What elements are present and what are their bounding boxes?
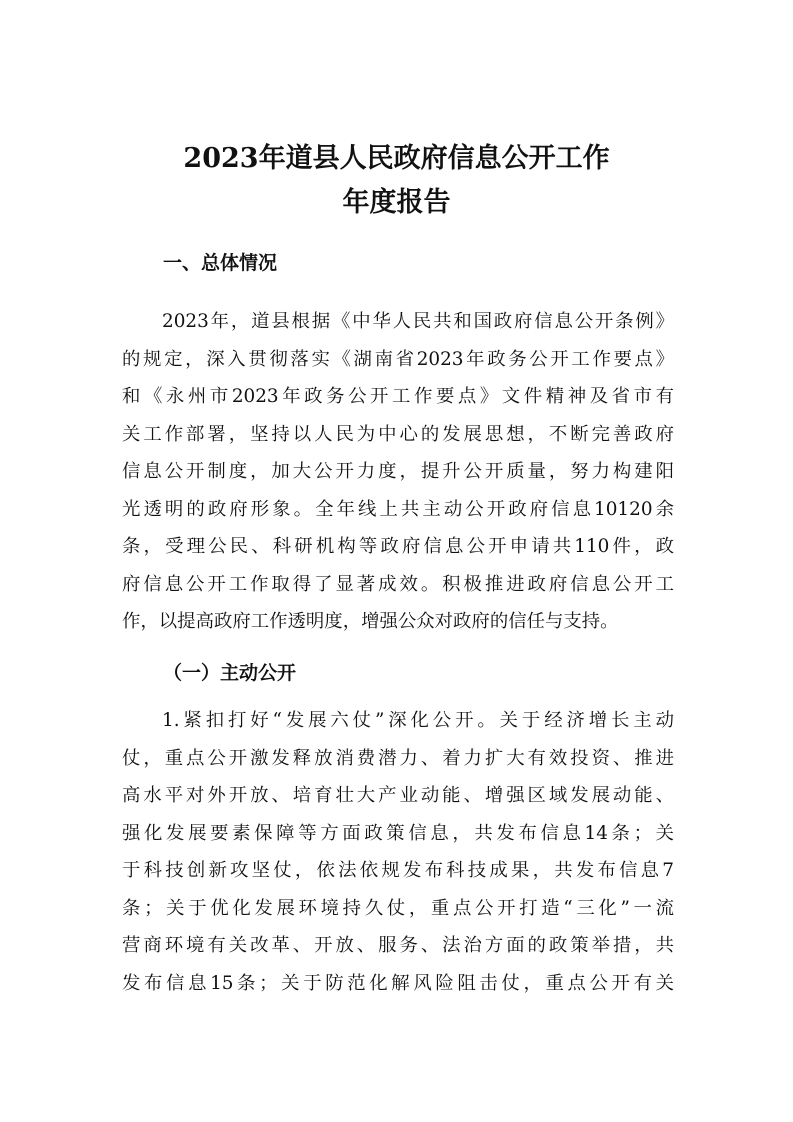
paragraph-line: 于科技创新攻坚仗，依法依规发布科技成果，共发布信息7 [122, 860, 674, 881]
paragraph-line: 信息公开制度，加大公开力度，提升公开质量，努力构建阳 [122, 461, 674, 482]
paragraph-line: 光透明的政府形象。全年线上共主动公开政府信息10120余 [122, 498, 674, 520]
paragraph-line: 营商环境有关改革、开放、服务、法治方面的政策举措，共 [122, 935, 674, 956]
paragraph-line: 作，以提高政府工作透明度，增强公众对政府的信任与支持。 [122, 611, 619, 632]
paragraph-line: 关工作部署，坚持以人民为中心的发展思想，不断完善政府 [122, 423, 674, 445]
section-heading-overview: 一、总体情况 [163, 252, 278, 274]
paragraph-line: 高水平对外开放、培育壮大产业动能、增强区域发展动能、 [122, 785, 674, 806]
subsection-heading-active-disclosure: （一）主动公开 [163, 662, 297, 684]
paragraph-line: 府信息公开工作取得了显著成效。积极推进政府信息公开工 [122, 573, 674, 595]
paragraph-line: 强化发展要素保障等方面政策信息，共发布信息14条；关 [122, 822, 674, 844]
overview-paragraph [122, 303, 674, 641]
paragraph-line: 仗，重点公开激发释放消费潜力、着力扩大有效投资、推进 [122, 747, 674, 769]
paragraph-line: 2023年，道县根据《中华人民共和国政府信息公开条例》 [162, 311, 674, 332]
paragraph-line: 1.紧扣打好“发展六仗”深化公开。关于经济增长主动 [162, 710, 674, 731]
paragraph-line: 的规定，深入贯彻落实《湖南省2023年政务公开工作要点》 [122, 348, 674, 370]
paragraph-line: 条，受理公民、科研机构等政府信息公开申请共110件，政 [122, 536, 674, 557]
paragraph-line: 发布信息15条；关于防范化解风险阻击仗，重点公开有关 [122, 972, 674, 994]
document-title-line-2: 年度报告 [342, 187, 451, 218]
paragraph-line: 条；关于优化发展环境持久仗，重点公开打造“三化”一流 [122, 897, 674, 919]
active-disclosure-paragraph [122, 702, 674, 1002]
document-title-line-1: 2023年道县人民政府信息公开工作 [183, 143, 610, 174]
paragraph-line: 和《永州市2023年政务公开工作要点》文件精神及省市有 [122, 386, 674, 407]
